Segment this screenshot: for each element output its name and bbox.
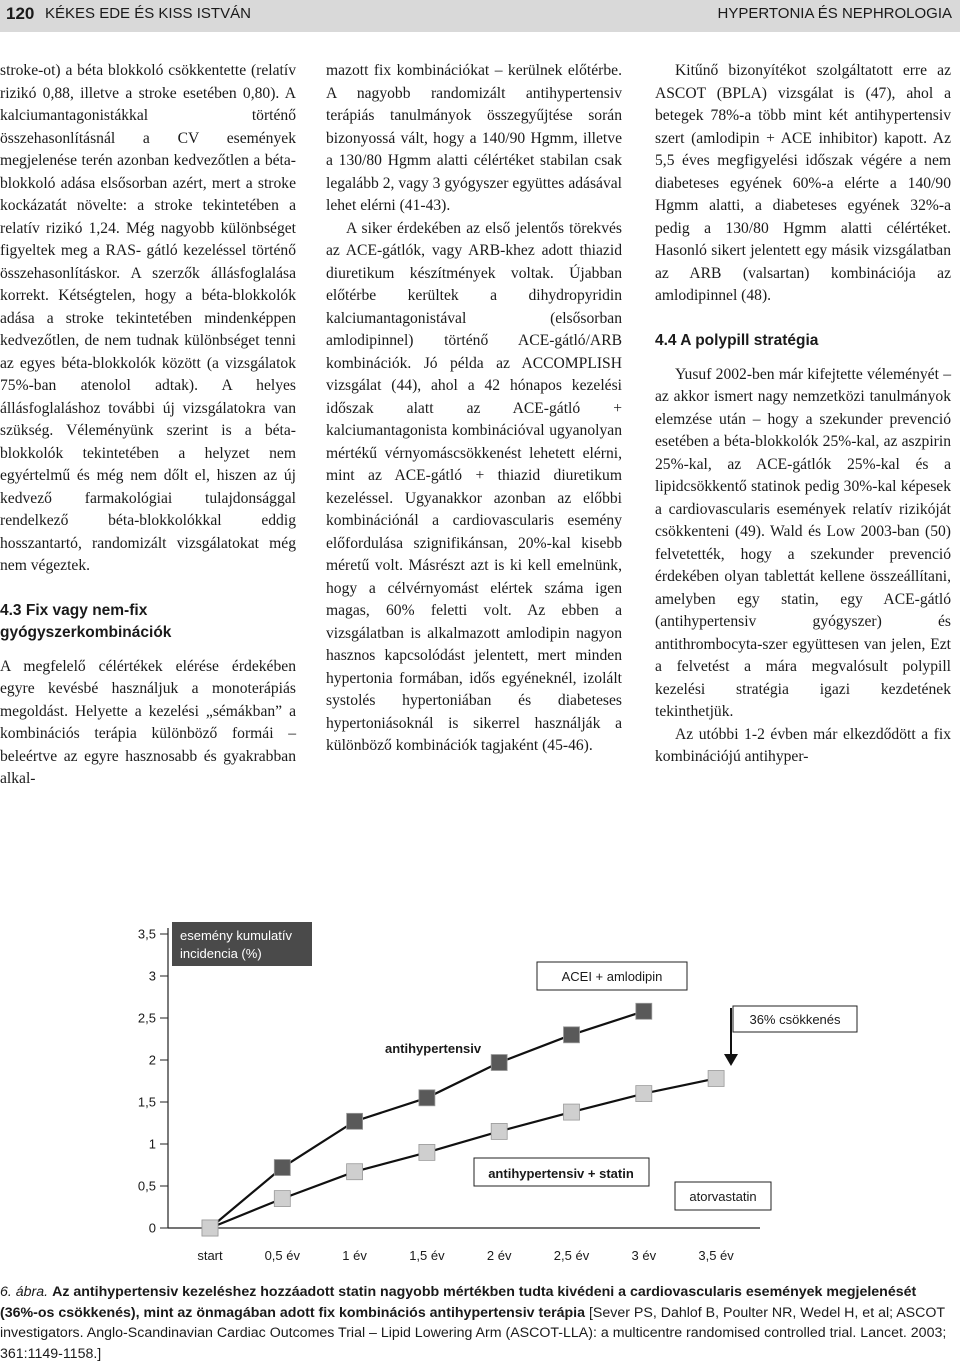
atorvastatin-label: atorvastatin	[689, 1189, 757, 1204]
y-tick-label: 3	[148, 968, 156, 984]
running-head-journal: HYPERTONIA ÉS NEPHROLOGIA	[717, 5, 952, 22]
caption-reference: [Sever PS, Dahlof B, Poulter NR, Wedel H, et al; ASCOT investigators. Anglo-Scandinavian Cardiac Outcomes Trial – Lipid Lowering Arm (ASCOT-LLA): a multicentre randomised controlled trial. Lancet. 2003; 361:1149-1158.]	[0, 1304, 947, 1362]
x-tick-label: 3 év	[631, 1248, 657, 1263]
caption-bold-text: Az antihypertensiv kezeléshez hozzáadott statin nagyobb mértékben tudta kivédeni a cardiovascularis események megjelenését (36%-os csökkenés), mint az önmagában adott fix kombinációs antihypertensiv terápia	[0, 1284, 917, 1321]
y-tick-label: 1	[148, 1136, 156, 1152]
data-point-1-6	[636, 1086, 652, 1102]
text-column-3	[655, 60, 951, 769]
paragraph: mazott fix kombinációkat – kerülnek előtérbe. A nagyobb randomizált antihypertensiv terápiás tanulmányok összegyűjtése során bizonyossá vált, hogy a 140/90 Hgmm, illetve a 130/80 Hgmm alatti célértéket stabilan csak legalább 2, vagy 3 gyógyszer együttes adásával lehet elérni (41-43).	[326, 62, 622, 214]
y-tick-label: 2,5	[137, 1010, 156, 1026]
statin-label: antihypertensiv + statin	[488, 1166, 634, 1181]
data-point-1-5	[564, 1104, 580, 1120]
paragraph: Az utóbbi 1-2 évben már elkezdődött a fix kombinációjú antihyper-	[655, 725, 951, 765]
data-point-1-0	[202, 1220, 218, 1236]
reduction-label: 36% csökkenés	[749, 1012, 841, 1027]
text-column-1	[0, 60, 296, 791]
data-point-1-2	[347, 1164, 363, 1180]
paragraph: A megfelelő célértékek elérése érdekében egyre kevésbé használjuk a monoterápiás megoldást. Helyette a kezelési „sémákban” a kombinációs terápia különböző formái – beleértve az egyre hasznosabb és gyakrabban alkal-	[0, 657, 296, 787]
figure-caption	[0, 1282, 958, 1364]
y-tick-label: 1,5	[137, 1094, 156, 1110]
page-number: 120	[6, 4, 35, 23]
data-point-0-3	[419, 1090, 435, 1106]
data-point-0-5	[564, 1027, 580, 1043]
section-heading-4-3: 4.3 Fix vagy nem-fix gyógyszerkombinációk	[0, 601, 172, 641]
data-point-1-1	[274, 1191, 290, 1207]
paragraph: Kitűnő bizonyítékot szolgáltatott erre az ASCOT (BPLA) vizsgálat is (47), ahol a betegek 78%-a több mint két antihypertensiv szert (amlodipin + ACE inhibitor) kapott. Az 5,5 éves megfigyelési időszak végére a nem diabeteses egyének 60%-a elérte a 140/90 Hgmm alatti, a diabeteses egyének 32%-a pedig a 130/80 Hgmm alatti célértéket. Hasonló sikert jelentett egy másik vizsgálatban az ARB (valsartan) kombinációja az amlodipinnel (48).	[655, 62, 951, 304]
data-point-0-1	[274, 1160, 290, 1176]
paragraph: A siker érdekében az első jelentős törekvés az ACE-gátlók, vagy ARB-khez adott thiazid diuretikum készítmények voltak. Újabban előtérbe kerültek a dihydropyridin kalciumantagonistával (elsősorban amlodipinnel) történő ACE-gátló/ARB kombinációk. Jó példa az ACCOMPLISH vizsgálat (44), ahol a 42 hónapos kezelési időszak alatt az ACE-gátló + kalciumantagonista kombinációval ugyanolyan mértékű vérnyomáscsökkenést lehetett elérni, mint az ACE-gátló + thiazid diuretikum kezeléssel. Ugyanakkor azonban az előbbi kombinációnál a cardiovascularis esemény előfordulása szignifikánsan, 20%-kal kisebb méretű volt. Másrészt azt is ki kell emelnünk, hogy a célvérnyomást elértek száma igen magas, 60% feletti volt. Az ebben a vizsgálatban is alkalmazott amlodipin nagyon hasznos kapcsolódást jelentett, mert minden hypertonia formában, idős egyéneknél, izolált systolés hypertoniában és diabeteses hypertoniásoknál is sikerrel használják a különböző kombinációk tagjaként (45-46).	[326, 219, 622, 754]
section-heading-4-4: 4.4 A polypill stratégia	[655, 331, 819, 349]
figure-6-chart	[0, 908, 960, 1278]
x-tick-label: 2 év	[486, 1248, 512, 1263]
reduction-arrow-head	[724, 1054, 738, 1066]
x-tick-label: start	[197, 1248, 223, 1263]
data-point-0-6	[636, 1003, 652, 1019]
data-point-1-4	[491, 1123, 507, 1139]
running-head-authors: KÉKES EDE ÉS KISS ISTVÁN	[45, 5, 251, 22]
antihypertensiv-label: antihypertensiv	[385, 1041, 482, 1056]
data-point-1-7	[708, 1070, 724, 1086]
figure-number: 6. ábra.	[0, 1284, 49, 1300]
y-tick-label: 3,5	[137, 926, 156, 942]
text-column-2	[326, 60, 622, 758]
x-tick-label: 1,5 év	[409, 1248, 445, 1263]
y-tick-label: 0	[148, 1220, 156, 1236]
x-tick-label: 0,5 év	[264, 1248, 301, 1263]
x-tick-label: 1 év	[342, 1248, 367, 1263]
chart-svg	[0, 908, 960, 1278]
ylabel-line-2: incidencia (%)	[180, 946, 262, 961]
data-point-0-4	[491, 1055, 507, 1071]
data-point-0-2	[347, 1113, 363, 1129]
y-tick-label: 2	[148, 1052, 156, 1068]
acei-label: ACEI + amlodipin	[561, 969, 663, 984]
x-tick-label: 2,5 év	[553, 1248, 590, 1263]
data-point-1-3	[419, 1144, 435, 1160]
page-header	[0, 0, 960, 32]
y-tick-label: 0,5	[137, 1178, 156, 1194]
x-tick-label: 3,5 év	[698, 1248, 734, 1263]
ylabel-line-1: esemény kumulatív	[180, 928, 292, 943]
paragraph: Yusuf 2002-ben már kifejtette véleményét – az akkor ismert nagy nemzetközi tanulmányok elemzése után – hogy a szekunder prevenció esetében a béta-blokkolók 25%-kal, az aszpirin 25%-kal, az ACE-gátlók 25%-kal és a lipidcsökkentő statinok pedig 30%-kal képesek a cardiovascularis események relatív rizikóját csökkenteni (49). Wald és Low 2003-ban (50) felvetették, hogy a szekunder prevenció érdekében olyan tablettát kellene összeállítani, amelyben egy statin, egy ACE-gátló (antihypertensiv gyógyszer) és antithrombocyta-szer együttesen van jelen, Ezt a felvetést a mára megvalósult polypill kezelési stratégia igazi kezdetének tekinthetjük.	[655, 365, 951, 720]
paragraph: stroke-ot) a béta blokkoló csökkentette (relatív rizikó 0,88, illetve a stroke esetében 0,80). A kalciumantagonistákkal történő összehasonlításnál a CV események megjelenése terén azonban kedvezőtlen a béta-blokkoló adása elsősorban azért, mert a stroke kockázatát növelte: a stroke tekintetében a relatív rizikó 1,24. Még nagyobb különbséget figyeltek meg a RAS- gátló kezeléssel történő összehasonlításkor. A szerzők állásfoglalása korrekt. Kétségtelen, hogy a béta-blokkolók adása a stroke tekintetében mindenképpen kedvezőtlen, de nem tudnak különbséget tenni az egyes béta-blokkolók között (a vizsgálatok 75%-ban atenolol adtak). A helyes állásfoglaláshoz további új vizsgálatokra van szükség. Véleményünk szerint is a béta-blokkolók tekintetében a helyzet nem egyértelmű és még nem dőlt el, hiszen az új kedvező farmakológiai tulajdonsággal rendelkező béta-blokkolókkal eddig hosszantartó, randomizált vizsgálatokat még nem végeztek.	[0, 62, 296, 574]
